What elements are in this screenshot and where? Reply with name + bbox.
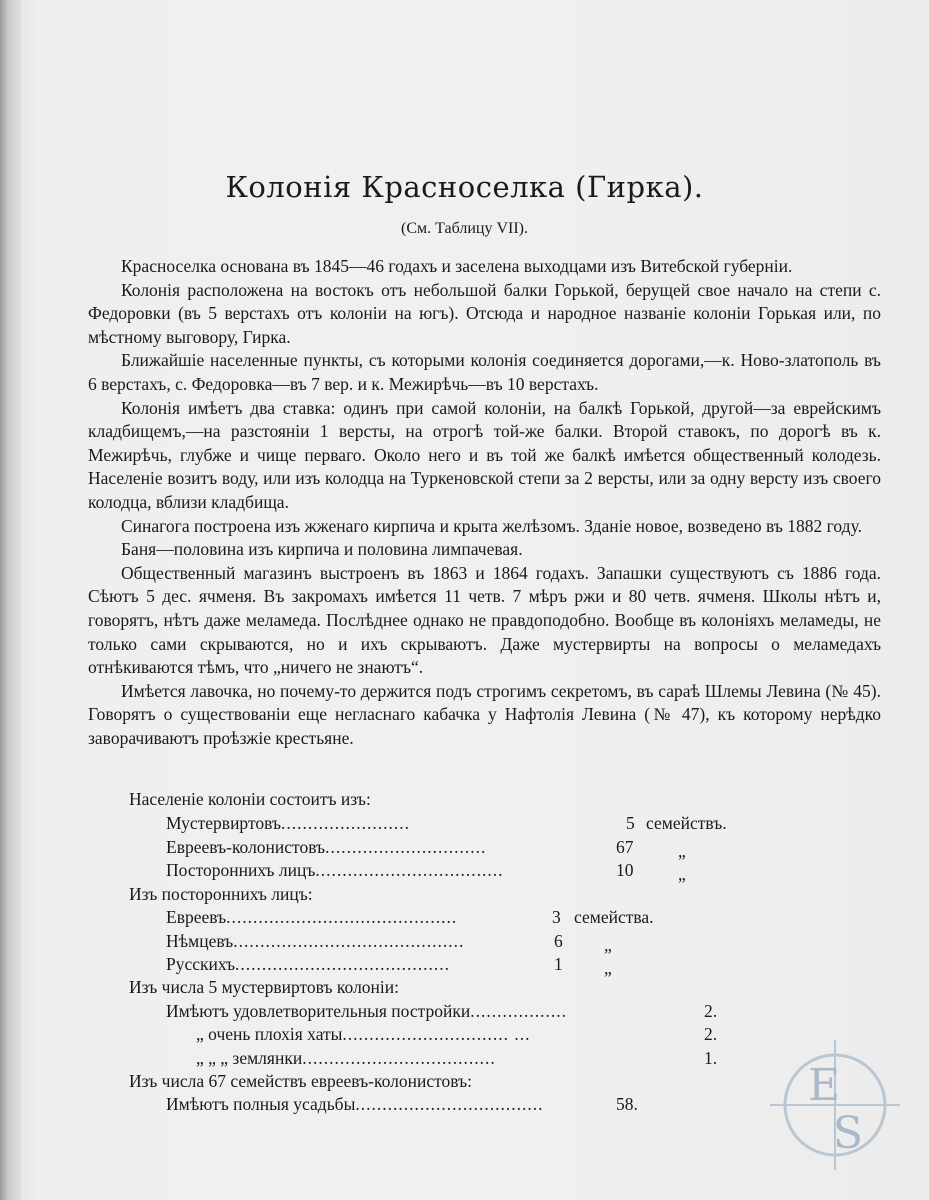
table-row	[166, 930, 464, 954]
row-label: „ „ „ землянки	[196, 1048, 303, 1068]
row-dots: ...................................	[355, 1094, 544, 1114]
colonists-heading: Изъ числа 67 семействъ евреевъ-колонистовъ:	[129, 1071, 473, 1091]
row-value: 6	[554, 931, 563, 951]
table-row	[196, 1047, 496, 1071]
row-unit: „	[604, 935, 612, 955]
row-label: „ очень плохія хаты	[196, 1024, 343, 1044]
page-title: Колонія Красноселка (Гирка).	[225, 170, 704, 204]
stamp-letter-top: E	[807, 1060, 841, 1111]
paragraph: Красноселка основана въ 1845—46 годахъ и заселена выходцами изъ Витебской губерніи.	[121, 256, 793, 276]
row-dots: ........................................	[235, 954, 451, 974]
row-label: Евреевъ	[166, 907, 227, 927]
paragraph: Синагога построена изъ жженаго кирпича и крыта желѣзомъ. Зданіе новое, возведено въ 1882 году.	[121, 515, 862, 536]
row-dots: ........................	[281, 813, 410, 833]
paragraph: Баня—половина изъ кирпича и половина лимпачевая.	[121, 539, 523, 560]
row-unit: „	[678, 864, 686, 884]
stamp-letter-bottom: S	[832, 1108, 864, 1159]
row-dots: ..............................	[325, 837, 487, 857]
table-row	[166, 812, 410, 836]
row-label: Нѣмцевъ	[166, 931, 234, 951]
paragraph: Колонія расположена на востокъ отъ небольшой балки Горькой, берущей свое начало на степи с. Федоровки (въ 5 верстахъ отъ колоніи на югъ). Отсюда и народное названіе колоніи Горькая или, по мѣстному выговору, Гирка.	[88, 279, 881, 347]
row-unit: „	[678, 841, 686, 861]
row-dots: ...........................................	[226, 907, 458, 927]
row-value: 2.	[704, 1024, 718, 1044]
row-unit: „	[604, 958, 612, 978]
row-label: Постороннихъ лицъ	[166, 860, 316, 880]
outsiders-heading: Изъ постороннихъ лицъ:	[129, 884, 313, 904]
row-value: 5	[626, 813, 635, 833]
paragraph: Колонія имѣетъ два ставка: одинъ при самой колоніи, на балкѣ Горькой, другой—за еврейскимъ кладбищемъ,—на разстояніи 1 версты, на отрогѣ той-же балки. Второй ставокъ, по дорогѣ въ к. Межирѣчь, глубже и чище перваго. Около него и въ той же балкѣ имѣется общественный колодезь. Населеніе возитъ воду, или изъ колодца на Туркеновской степи за 2 версты, или за одну версту изъ своего колодца, вблизи кладбища.	[88, 397, 881, 512]
row-dots: ....................................	[302, 1048, 496, 1068]
row-dots: ..................	[470, 1001, 567, 1021]
paragraph: Имѣется лавочка, но почему-то держится подъ строгимъ секретомъ, въ сараѣ Шлемы Левина (№ 45). Говорятъ о существованіи еще негласнаго кабачка у Нафтолія Левина (№ 47), къ которому нерѣдко заворачиваютъ проѣзжіе крестьяне.	[88, 680, 881, 748]
row-value: 3	[552, 907, 561, 927]
table-row	[166, 1093, 543, 1117]
row-dots: ...................................	[315, 860, 504, 880]
row-label: Русскихъ	[166, 954, 236, 974]
row-value: 10	[616, 860, 634, 880]
row-value: 58.	[616, 1094, 638, 1114]
row-label: Имѣютъ удовлетворительныя постройки	[166, 1001, 471, 1021]
watermark-stamp-icon	[770, 1040, 900, 1170]
row-unit: семействъ.	[646, 813, 727, 833]
row-label: Мустервиртовъ	[166, 813, 281, 833]
population-heading: Населеніе колоніи состоитъ изъ:	[129, 789, 371, 809]
row-value: 1.	[704, 1048, 718, 1068]
row-value: 1	[554, 954, 563, 974]
table-row	[166, 1000, 567, 1024]
row-dots: ............................... ...	[342, 1024, 531, 1044]
row-unit: семейства.	[574, 907, 654, 927]
row-value: 2.	[704, 1001, 718, 1021]
row-label: Имѣютъ полныя усадьбы	[166, 1094, 356, 1114]
mustervirts-heading: Изъ числа 5 мустервиртовъ колоніи:	[129, 977, 400, 997]
table-row	[166, 859, 504, 883]
row-value: 67	[616, 837, 634, 857]
row-label: Евреевъ-колонистовъ	[166, 837, 326, 857]
paragraph: Ближайшіе населенные пункты, съ которыми колонія соединяется дорогами,—к. Ново-златополь въ 6 верстахъ, с. Федоровка—въ 7 вер. и к. Межирѣчь—въ 10 верстахъ.	[88, 350, 881, 394]
table-row	[196, 1023, 531, 1047]
page-subtitle: (См. Таблицу VII).	[401, 220, 528, 237]
paragraph: Общественный магазинъ выстроенъ въ 1863 и 1864 годахъ. Запашки существуютъ съ 1886 года. Сѣютъ 5 дес. ячменя. Въ закромахъ имѣется 11 четв. 7 мѣръ ржи и 80 четв. ячменя. Школы нѣтъ и, говорятъ, нѣтъ даже меламеда. Послѣднее однако не правдоподобно. Вообще въ колоніяхъ меламеды, не только сами скрываются, но и ихъ скрываютъ. Даже мустервирты на вопросы о меламедахъ отнѣкиваются тѣмъ, что „ничего не знаютъ“.	[88, 562, 881, 678]
table-row	[166, 836, 486, 860]
row-dots: ...........................................	[233, 931, 465, 951]
table-row	[166, 906, 457, 930]
table-row	[166, 953, 450, 977]
